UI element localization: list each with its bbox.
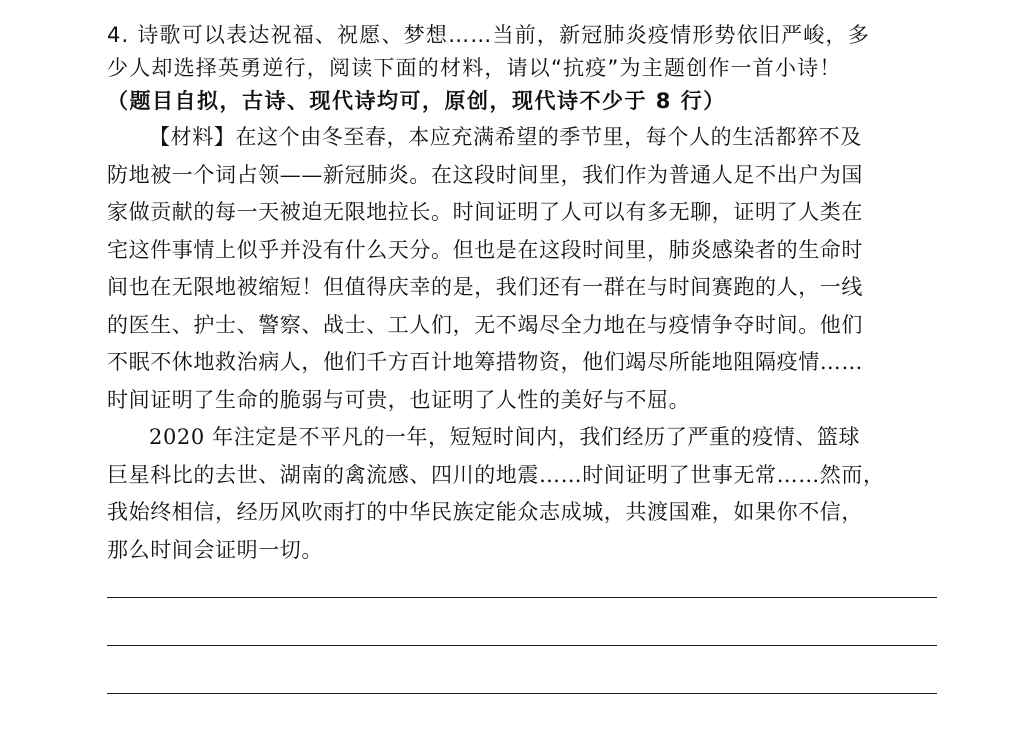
material-line: 防地被一个词占领——新冠肺炎。在这段时间里，我们作为普通人足不出户为国 [107, 162, 863, 187]
question-block [107, 19, 937, 568]
material-line: 宅这件事情上似乎并没有什么天分。但也是在这段时间里，肺炎感染者的生命时 [107, 237, 863, 262]
question-requirement: （题目自拟，古诗、现代诗均可，原创，现代诗不少于 8 行） [107, 89, 726, 113]
answer-line [107, 645, 937, 646]
material-line: 那么时间会证明一切。 [107, 537, 323, 562]
material-line: 间也在无限地被缩短！但值得庆幸的是，我们还有一群在与时间赛跑的人，一线 [107, 275, 863, 299]
material-line: 的医生、护士、警察、战士、工人们，无不竭尽全力地在与疫情争夺时间。他们 [107, 312, 863, 337]
answer-line [107, 693, 937, 694]
material-line: 巨星科比的去世、湖南的禽流感、四川的地震……时间证明了世事无常……然而， [107, 462, 885, 487]
material-paragraph-2 [107, 419, 937, 568]
material-line: 2020 年注定是不平凡的一年，短短时间内，我们经历了严重的疫情、篮球 [149, 425, 861, 449]
answer-line [107, 597, 937, 598]
material-line: 家做贡献的每一天被迫无限地拉长。时间证明了人可以有多无聊，证明了人类在 [107, 200, 863, 224]
material-line: 【材料】在这个由冬至春，本应充满希望的季节里，每个人的生活都猝不及 [149, 125, 862, 149]
material-line: 时间证明了生命的脆弱与可贵，也证明了人性的美好与不屈。 [107, 387, 691, 412]
question-line-2: 少人却选择英勇逆行，阅读下面的材料，请以“抗疫”为主题创作一首小诗！ [107, 56, 842, 80]
question-line-1: 4. 诗歌可以表达祝福、祝愿、梦想……当前，新冠肺炎疫情形势依旧严峻，多 [107, 23, 870, 47]
answer-area [107, 597, 937, 741]
material-line: 不眠不休地救治病人，他们千方百计地筹措物资，他们竭尽所能地阻隔疫情…… [107, 350, 863, 374]
material-paragraph-1 [107, 119, 937, 418]
material-line: 我始终相信，经历风吹雨打的中华民族定能众志成城，共渡国难，如果你不信， [107, 500, 863, 524]
